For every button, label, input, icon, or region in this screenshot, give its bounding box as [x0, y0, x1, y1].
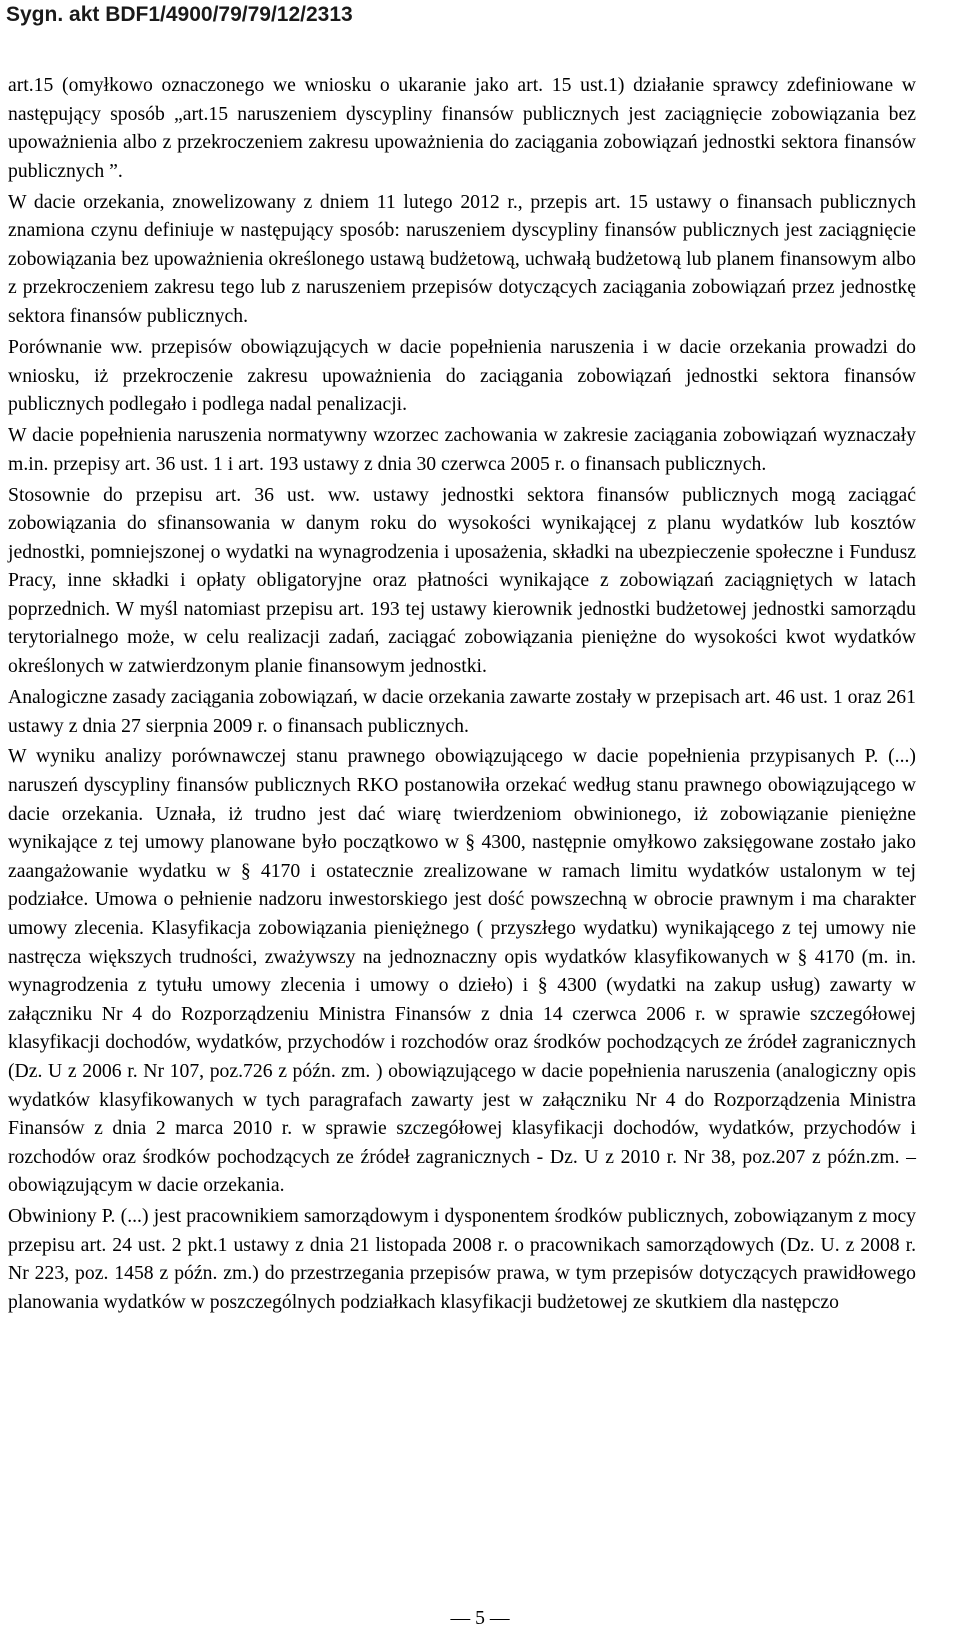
paragraph: Analogiczne zasady zaciągania zobowiązań, w dacie orzekania zawarte zostały w przepisach art. 46 ust. 1 oraz 261 ustawy z dnia 27 sierpnia 2009 r. o finansach publicznych.: [8, 685, 916, 737]
paragraph: W wyniku analizy porównawczej stanu prawnego obowiązującego w dacie popełnienia przypisanych P. (...) naruszeń dyscypliny finansów publicznych RKO postanowiła orzekać według stanu prawnego obowiązującego w dacie orzekania. Uznała, iż trudno jest dać wiarę twierdzeniom obwinionego, iż zobowiązanie pieniężne wynikające z tej umowy planowane było początkowo w § 4300, następnie omyłkowo zaksięgowane zostało jako zaangażowanie wydatku w § 4170 i ostatecznie zrealizowane w ramach limitu wydatków ustalonym w tej podziałce. Umowa o pełnienie nadzoru inwestorskiego jest dość powszechną w obrocie prawnym i ma charakter umowy zlecenia. Klasyfikacja zobowiązania pieniężnego ( przyszłego wydatku) wynikającego z tej umowy nie nastręcza większych trudności, zważywszy na jednoznaczny opis wydatków klasyfikowanych w § 4170 (m. in. wynagrodzenia z tytułu umowy zlecenia i umowy o dzieło) i § 4300 (wydatki na zakup usług) zawarty w załączniku Nr 4 do Rozporządzeniu Ministra Finansów z dnia 14 czerwca 2006 r. w sprawie szczegółowej klasyfikacji dochodów, wydatków, przychodów i rozchodów oraz środków pochodzących ze źródeł zagranicznych (Dz. U z 2006 r. Nr 107, poz.726 z późn. zm. ) obowiązującego w dacie popełnienia naruszenia (analogiczny opis wydatków klasyfikowanych w tych paragrafach zawarty jest w załączniku Nr 4 do Rozporządzenia Ministra Finansów z dnia 2 marca 2010 r. w sprawie szczegółowej klasyfikacji dochodów, wydatków, przychodów i rozchodów oraz środków pochodzących ze źródeł zagranicznych - Dz. U z 2010 r. Nr 38, poz.207 z późn.zm. – obowiązującym w dacie orzekania.: [8, 745, 916, 1197]
page-number: — 5 —: [450, 1607, 510, 1629]
paragraph: W dacie orzekania, znowelizowany z dniem 11 lutego 2012 r., przepis art. 15 ustawy o finansach publicznych znamiona czynu definiuje w następujący sposób: naruszeniem dyscypliny finansów publicznych jest zaciągnięcie zobowiązania bez upoważnienia określonego ustawą budżetową, uchwałą budżetową lub planem finansowym albo z przekroczeniem zakresu tego lub z naruszeniem przepisów dotyczących zaciągania zobowiązań przez jednostkę sektora finansów publicznych.: [8, 190, 916, 328]
paragraph: Obwiniony P. (...) jest pracownikiem samorządowym i dysponentem środków publicznych, zobowiązanym z mocy przepisu art. 24 ust. 2 pkt.1 ustawy z dnia 21 listopada 2008 r. o pracownikach samorządowych (Dz. U. z 2008 r. Nr 223, poz. 1458 z późn. zm.) do przestrzegania przepisów prawa, w tym przepisów dotyczących prawidłowego planowania wydatków w poszczególnych podziałkach klasyfikacji budżetowej ze skutkiem dla następczo: [8, 1205, 916, 1314]
document-body: [8, 71, 916, 1319]
paragraph: Porównanie ww. przepisów obowiązujących w dacie popełnienia naruszenia i w dacie orzekania prowadzi do wniosku, iż przekroczenie zakresu upoważnienia do zaciągania zobowiązań jednostki sektora finansów publicznych podlegało i podlega nadal penalizacji.: [8, 335, 916, 416]
paragraph: W dacie popełnienia naruszenia normatywny wzorzec zachowania w zakresie zaciągania zobowiązań wyznaczały m.in. przepisy art. 36 ust. 1 i art. 193 ustawy z dnia 30 czerwca 2005 r. o finansach publicznych.: [8, 424, 916, 475]
paragraph: art.15 (omyłkowo oznaczonego we wniosku o ukaranie jako art. 15 ust.1) działanie sprawcy zdefiniowane w następujący sposób „art.15 naruszeniem dyscypliny finansów publicznych jest zaciągnięcie zobowiązania bez upoważnienia albo z przekroczeniem zakresu upoważnienia do zaciągania zobowiązań jednostki sektora finansów publicznych ”.: [8, 74, 916, 182]
paragraph: Stosownie do przepisu art. 36 ust. ww. ustawy jednostki sektora finansów publicznych mogą zaciągać zobowiązania do sfinansowania w danym roku do wysokości wynikającej z planu wydatków lub kosztów jednostki, pomniejszonej o wydatki na wynagrodzenia i uposażenia, składki na ubezpieczenie społeczne i Fundusz Pracy, inne składki i opłaty obligatoryjne oraz płatności wynikające z zobowiązań zaciągniętych w latach poprzednich. W myśl natomiast przepisu art. 193 tej ustawy kierownik jednostki budżetowej jednostki samorządu terytorialnego może, w celu realizacji zadań, zaciągać zobowiązania pieniężne do wysokości kwot wydatków określonych w zatwierdzonym planie finansowym jednostki.: [8, 483, 916, 678]
case-signature: Sygn. akt BDF1/4900/79/79/12/2313: [6, 3, 353, 26]
